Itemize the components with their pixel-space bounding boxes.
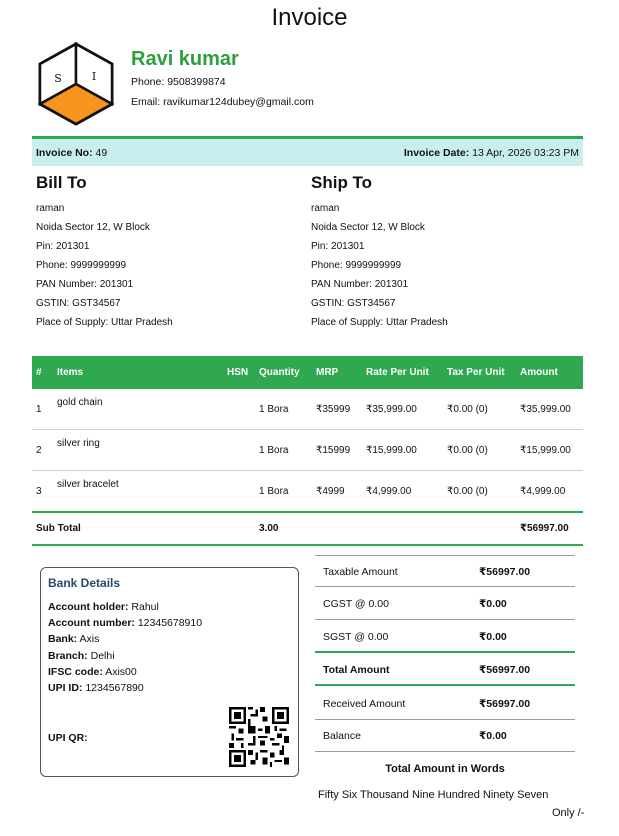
account-holder: Account holder: Rahul — [48, 601, 159, 613]
table-cell: ₹0.00 (0) — [443, 389, 516, 430]
table-cell: ₹15,999.00 — [362, 430, 443, 471]
logo-letter-i: I — [91, 70, 97, 83]
company-phone: Phone: 9508399874 — [131, 76, 226, 88]
bill-to-line: Place of Supply: Uttar Pradesh — [36, 317, 173, 328]
table-cell: 1 — [32, 389, 53, 430]
company-email: Email: ravikumar124dubey@gmail.com — [131, 96, 314, 108]
amount-in-words: Fifty Six Thousand Nine Hundred Ninety Seven — [318, 789, 549, 801]
summary-value: ₹0.00 — [479, 598, 507, 610]
table-cell — [223, 389, 255, 430]
summary-row-cgst — [315, 588, 575, 620]
ship-to-line: PAN Number: 201301 — [311, 279, 409, 290]
ship-to-line: Noida Sector 12, W Block — [311, 222, 425, 233]
summary-label: Taxable Amount — [323, 566, 398, 578]
invoice-meta-bar — [32, 136, 583, 166]
col-header: Rate Per Unit — [362, 356, 443, 389]
bill-to-line: GSTIN: GST34567 — [36, 298, 121, 309]
col-header: Amount — [516, 356, 583, 389]
table-cell: gold chain — [53, 389, 223, 430]
table-cell: 1 Bora — [255, 430, 312, 471]
ship-to-line: raman — [311, 203, 340, 214]
bill-to-line: Phone: 9999999999 — [36, 260, 127, 271]
table-cell: 3 — [32, 471, 53, 513]
summary-value: ₹0.00 — [479, 631, 507, 643]
table-cell — [223, 471, 255, 513]
table-cell: ₹4,999.00 — [362, 471, 443, 513]
table-cell: ₹35999 — [312, 389, 362, 430]
invoice-number: Invoice No: 49 — [36, 146, 108, 159]
summary-label: SGST @ 0.00 — [323, 631, 389, 643]
table-cell: 1 Bora — [255, 471, 312, 513]
table-cell: ₹0.00 (0) — [443, 430, 516, 471]
company-logo — [36, 42, 116, 128]
bank-branch: Branch: Delhi — [48, 650, 115, 662]
table-cell: ₹35,999.00 — [362, 389, 443, 430]
ship-to-line: Phone: 9999999999 — [311, 260, 402, 271]
summary-row-total — [315, 654, 575, 686]
ifsc-code: IFSC code: Axis00 — [48, 666, 137, 678]
table-cell: ₹15,999.00 — [516, 430, 583, 471]
bill-to-line: raman — [36, 203, 65, 214]
table-cell: 1 Bora — [255, 389, 312, 430]
upi-id: UPI ID: 1234567890 — [48, 682, 144, 694]
col-header: # — [32, 356, 53, 389]
table-cell: ₹4999 — [312, 471, 362, 513]
summary-label: CGST @ 0.00 — [323, 598, 389, 610]
ship-to-line: Place of Supply: Uttar Pradesh — [311, 317, 448, 328]
bank-name: Bank: Axis — [48, 633, 100, 645]
table-cell: ₹0.00 (0) — [443, 471, 516, 513]
account-number: Account number: 12345678910 — [48, 617, 203, 629]
table-cell: ₹15999 — [312, 430, 362, 471]
summary-value: ₹56997.00 — [479, 664, 531, 676]
summary-value: ₹0.00 — [479, 730, 507, 742]
items-table — [32, 356, 583, 546]
summary-label: Total Amount — [323, 664, 390, 676]
company-name: Ravi kumar — [131, 48, 239, 70]
summary-value: ₹56997.00 — [479, 698, 531, 710]
col-header: Quantity — [255, 356, 312, 389]
table-cell: ₹35,999.00 — [516, 389, 583, 430]
ship-to-line: Pin: 201301 — [311, 241, 365, 252]
amount-in-words-heading: Total Amount in Words — [385, 763, 505, 775]
subtotal-row — [32, 512, 583, 545]
subtotal-label: Sub Total — [32, 512, 255, 545]
col-header: MRP — [312, 356, 362, 389]
table-cell — [223, 430, 255, 471]
bank-details-title: Bank Details — [48, 576, 121, 590]
summary-label: Balance — [323, 730, 361, 742]
bill-to-line: PAN Number: 201301 — [36, 279, 134, 290]
table-cell: 2 — [32, 430, 53, 471]
upi-qr-code — [229, 707, 289, 767]
table-header-row — [32, 356, 583, 389]
col-header: Items — [53, 356, 223, 389]
amount-in-words-suffix: Only /- — [552, 807, 585, 819]
bill-to-heading: Bill To — [36, 173, 87, 192]
table-cell: ₹4,999.00 — [516, 471, 583, 513]
ship-to-heading: Ship To — [311, 173, 373, 192]
table-cell: silver bracelet — [53, 471, 223, 513]
summary-value: ₹56997.00 — [479, 566, 531, 578]
table-cell: silver ring — [53, 430, 223, 471]
summary-row-balance — [315, 720, 575, 752]
summary-row-taxable — [315, 555, 575, 587]
logo-letter-s: S — [54, 72, 62, 85]
table-row — [32, 471, 583, 513]
table-row — [32, 430, 583, 471]
bill-to-line: Noida Sector 12, W Block — [36, 222, 150, 233]
summary-row-sgst — [315, 621, 575, 653]
upi-qr-label: UPI QR: — [48, 732, 88, 744]
subtotal-amount: ₹56997.00 — [516, 512, 583, 545]
ship-to-line: GSTIN: GST34567 — [311, 298, 396, 309]
summary-row-received — [315, 688, 575, 720]
invoice-date: Invoice Date: 13 Apr, 2026 03:23 PM — [403, 146, 579, 159]
bill-to-line: Pin: 201301 — [36, 241, 90, 252]
col-header: HSN — [223, 356, 255, 389]
summary-label: Received Amount — [323, 698, 406, 710]
table-row — [32, 389, 583, 430]
subtotal-quantity: 3.00 — [255, 512, 312, 545]
page-title: Invoice — [271, 4, 348, 31]
col-header: Tax Per Unit — [443, 356, 516, 389]
